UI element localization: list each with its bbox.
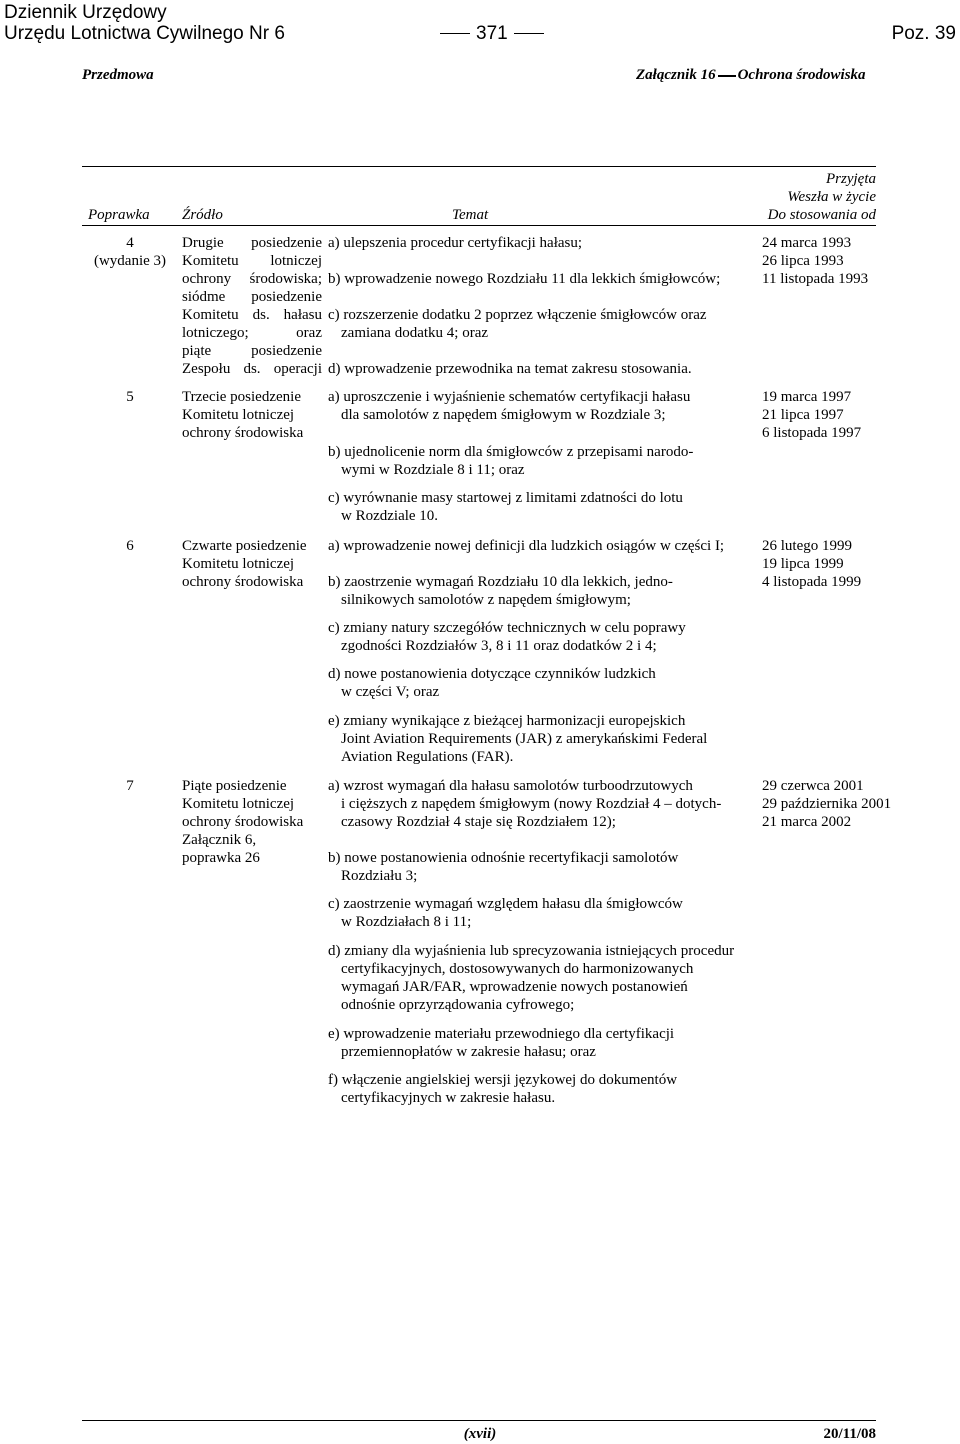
row-4-subject-a [328, 234, 582, 252]
journal-title [4, 2, 285, 44]
col-header-effective: Weszła w życie [787, 189, 876, 205]
row-6-subject-c [328, 619, 686, 655]
subject-line: e) zmiany wynikające z bieżącej harmonizacji europejskich [328, 713, 686, 729]
row-6-subject-b [328, 573, 673, 609]
row-5-amendment [82, 388, 178, 406]
date-effective: 19 lipca 1999 [762, 556, 844, 572]
row-6-subject-a [328, 537, 724, 555]
subject-line: c) rozszerzenie dodatku 2 poprzez włączenie śmigłowców oraz [328, 307, 707, 323]
row-6-source [182, 537, 322, 591]
subject-line: c) wyrównanie masy startowej z limitami zdatności do lotu [328, 490, 683, 506]
row-6-dates [762, 537, 861, 591]
source-line: ochrony środowiska; [182, 271, 322, 287]
subject-line: b) zaostrzenie wymagań Rozdziału 10 dla lekkich, jedno- [328, 574, 673, 590]
row-4-subject-b [328, 270, 720, 288]
amendment-number: 4 [126, 235, 134, 251]
row-6-subject-e [328, 712, 707, 766]
row-4-subject-c [328, 306, 707, 342]
date-adopted: 29 czerwca 2001 [762, 778, 864, 794]
subject-line: a) ulepszenia procedur certyfikacji hałasu; [328, 235, 583, 251]
source-line: Komitetu lotniczej [182, 407, 295, 423]
source-line: Trzecie posiedzenie [182, 389, 301, 405]
row-7-subject-e [328, 1025, 674, 1061]
table-top-rule [82, 166, 876, 167]
amendment-number: 7 [126, 778, 134, 794]
subject-line: w Rozdziałach 8 i 11; [341, 914, 472, 930]
subject-line: silnikowych samolotów z napędem śmigłowym; [341, 592, 631, 608]
col-header-subject: Temat [452, 207, 489, 223]
source-line: piąte posiedzenie [182, 343, 322, 359]
source-line: lotniczego; oraz [182, 325, 322, 341]
date-adopted: 24 marca 1993 [762, 235, 852, 251]
subject-line: a) wzrost wymagań dla hałasu samolotów turboodrzutowych [328, 778, 693, 794]
row-4-subject-d [328, 360, 692, 378]
subject-line: certyfikacyjnych, dostosowywanych do harmonizowanych [341, 961, 694, 977]
col-header-amendment: Poprawka [88, 207, 150, 223]
running-header-dash [718, 75, 736, 77]
amendment-number: 6 [126, 538, 134, 554]
source-line: Drugie posiedzenie [182, 235, 322, 251]
col-header-adopted: Przyjęta [826, 171, 876, 187]
row-7-source [182, 777, 322, 867]
subject-line: e) wprowadzenie materiału przewodniego dla certyfikacji [328, 1026, 675, 1042]
row-5-subject-c [328, 489, 683, 525]
subject-line: c) zaostrzenie wymagań względem hałasu dla śmigłowców [328, 896, 683, 912]
position-label: Poz. 39 [891, 23, 956, 44]
amendment-number: 5 [126, 389, 134, 405]
source-line: Piąte posiedzenie [182, 778, 287, 794]
subject-line: Aviation Regulations (FAR). [341, 749, 514, 765]
row-7-subject-d [328, 942, 734, 1014]
subject-line: wymi w Rozdziale 8 i 11; oraz [341, 462, 525, 478]
source-line: poprawka 26 [182, 850, 260, 866]
table-header-rule [82, 225, 876, 226]
date-effective: 26 lipca 1993 [762, 253, 844, 269]
subject-line: b) wprowadzenie nowego Rozdziału 11 dla lekkich śmigłowców; [328, 271, 721, 287]
subject-line: certyfikacyjnych w zakresie hałasu. [341, 1090, 556, 1106]
dash-right [514, 33, 544, 34]
row-6-amendment [82, 537, 178, 555]
running-header-topic: Ochrona środowiska [737, 67, 866, 83]
footer-page-roman: (xvii) [463, 1426, 497, 1442]
date-adopted: 26 lutego 1999 [762, 538, 852, 554]
row-7-subject-a [328, 777, 721, 831]
source-line: Komitetu lotniczej [182, 253, 322, 269]
page-number-value: 371 [476, 23, 508, 44]
source-line: Komitetu ds. hałasu [182, 307, 322, 323]
row-7-dates [762, 777, 891, 831]
running-header-right [636, 66, 866, 84]
subject-line: f) włączenie angielskiej wersji językowej do dokumentów [328, 1072, 678, 1088]
footer-rule [82, 1420, 876, 1421]
row-4-amendment [82, 234, 178, 270]
row-5-dates [762, 388, 861, 442]
col-header-dates [700, 170, 876, 224]
subject-line: w części V; oraz [341, 684, 440, 700]
row-4-dates [762, 234, 868, 288]
source-line: ochrony środowiska [182, 574, 304, 590]
subject-line: b) nowe postanowienia odnośnie recertyfikacji samolotów [328, 850, 679, 866]
subject-line: Rozdziału 3; [341, 868, 418, 884]
row-6-subject-d [328, 665, 656, 701]
col-header-source: Źródło [182, 207, 223, 223]
date-applicable: 4 listopada 1999 [762, 574, 862, 590]
row-5-source [182, 388, 322, 442]
source-line: ochrony środowiska [182, 814, 304, 830]
date-applicable: 21 marca 2002 [762, 814, 852, 830]
journal-title-line1: Dziennik Urzędowy [4, 2, 167, 23]
running-header-annex: Załącznik 16 [636, 67, 716, 83]
subject-line: d) nowe postanowienia dotyczące czynników ludzkich [328, 666, 656, 682]
amendment-edition: (wydanie 3) [93, 253, 167, 269]
subject-line: w Rozdziale 10. [341, 508, 439, 524]
footer-date: 20/11/08 [823, 1426, 876, 1442]
row-5-subject-a [328, 388, 690, 424]
date-adopted: 19 marca 1997 [762, 389, 852, 405]
date-effective: 21 lipca 1997 [762, 407, 844, 423]
subject-line: zamiana dodatku 4; oraz [341, 325, 489, 341]
col-header-applicable: Do stosowania od [767, 207, 876, 223]
subject-line: d) zmiany dla wyjaśnienia lub sprecyzowania istniejących procedur [328, 943, 735, 959]
subject-line: b) ujednolicenie norm dla śmigłowców z przepisami narodo- [328, 444, 694, 460]
subject-line: a) wprowadzenie nowej definicji dla ludzkich osiągów w części I; [328, 538, 725, 554]
source-line: siódme posiedzenie [182, 289, 322, 305]
subject-line: a) uproszczenie i wyjaśnienie schematów certyfikacji hałasu [328, 389, 691, 405]
source-line: Czwarte posiedzenie [182, 538, 307, 554]
source-line: Komitetu lotniczej [182, 556, 295, 572]
source-line: Zespołu ds. operacji [182, 361, 322, 377]
row-7-subject-c [328, 895, 683, 931]
journal-title-line2: Urzędu Lotnictwa Cywilnego Nr 6 [4, 23, 285, 44]
subject-line: dla samolotów z napędem śmigłowym w Rozdziale 3; [341, 407, 666, 423]
source-line: ochrony środowiska [182, 425, 304, 441]
subject-line: przemiennopłatów w zakresie hałasu; oraz [341, 1044, 596, 1060]
date-applicable: 6 listopada 1997 [762, 425, 862, 441]
running-header-left: Przedmowa [82, 67, 154, 83]
subject-line: c) zmiany natury szczegółów technicznych w celu poprawy [328, 620, 686, 636]
source-line: Komitetu lotniczej [182, 796, 295, 812]
row-5-subject-b [328, 443, 693, 479]
subject-line: wymagań JAR/FAR, wprowadzenie nowych postanowień [341, 979, 688, 995]
subject-line: czasowy Rozdział 4 staje się Rozdziałem 12); [341, 814, 616, 830]
row-7-amendment [82, 777, 178, 795]
subject-line: odnośnie oprzyrządowania cyfrowego; [341, 997, 575, 1013]
date-effective: 29 października 2001 [762, 796, 892, 812]
page-number [434, 23, 550, 44]
row-4-source [182, 234, 322, 378]
dash-left [440, 33, 470, 34]
row-7-subject-b [328, 849, 678, 885]
source-line: Załącznik 6, [182, 832, 257, 848]
date-applicable: 11 listopada 1993 [762, 271, 869, 287]
subject-line: zgodności Rozdziałów 3, 8 i 11 oraz dodatków 2 i 4; [341, 638, 657, 654]
subject-line: Joint Aviation Requirements (JAR) z amerykańskimi Federal [341, 731, 708, 747]
subject-line: i cięższych z napędem śmigłowym (nowy Rozdział 4 – dotych- [341, 796, 722, 812]
subject-line: d) wprowadzenie przewodnika na temat zakresu stosowania. [328, 361, 692, 377]
row-7-subject-f [328, 1071, 677, 1107]
